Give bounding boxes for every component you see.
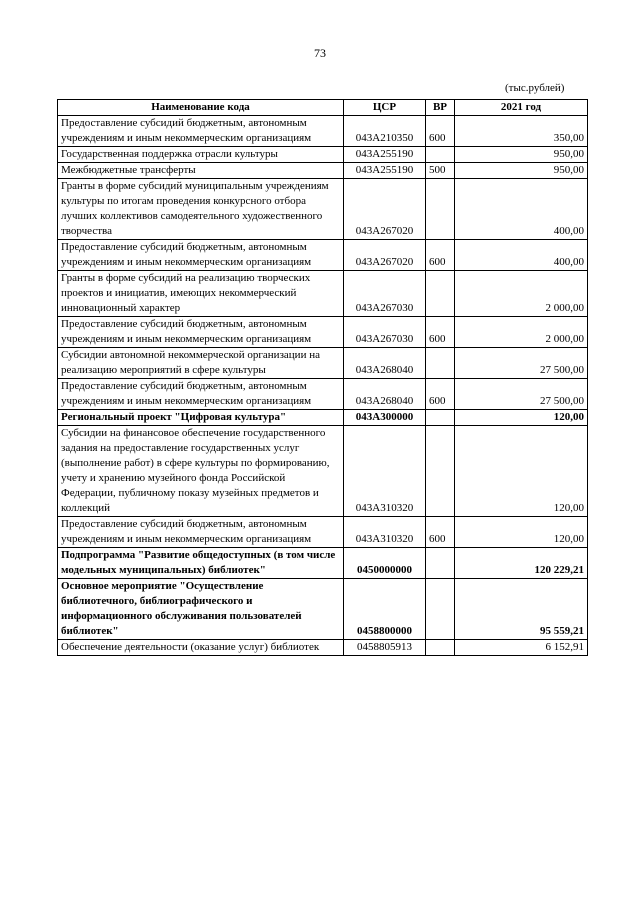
- cell-vr: 600: [426, 517, 455, 548]
- cell-amount: 350,00: [455, 116, 588, 147]
- cell-name: Предоставление субсидий бюджетным, автономным учреждениям и иным некоммерческим организациям: [58, 379, 344, 410]
- cell-amount: 120,00: [455, 426, 588, 517]
- cell-csr: 043А210350: [344, 116, 426, 147]
- cell-vr: [426, 348, 455, 379]
- cell-csr: 043А310320: [344, 426, 426, 517]
- cell-name: Обеспечение деятельности (оказание услуг) библиотек: [58, 640, 344, 656]
- cell-vr: [426, 147, 455, 163]
- cell-name: Субсидии автономной некоммерческой организации на реализацию мероприятий в сфере культуры: [58, 348, 344, 379]
- header-csr: ЦСР: [344, 100, 426, 116]
- cell-amount: 120,00: [455, 410, 588, 426]
- cell-vr: [426, 579, 455, 640]
- table-row: [58, 410, 588, 426]
- table-row: [58, 147, 588, 163]
- cell-name: Основное мероприятие "Осуществление библиотечного, библиографического и информационного обслуживания пользователей библиотек": [58, 579, 344, 640]
- cell-name: Предоставление субсидий бюджетным, автономным учреждениям и иным некоммерческим организациям: [58, 240, 344, 271]
- table-row: [58, 179, 588, 240]
- header-year: 2021 год: [455, 100, 588, 116]
- cell-name: Гранты в форме субсидий на реализацию творческих проектов и инициатив, имеющих некоммерческий инновационный характер: [58, 271, 344, 317]
- header-name: Наименование кода: [58, 100, 344, 116]
- cell-vr: 600: [426, 240, 455, 271]
- cell-vr: [426, 271, 455, 317]
- cell-vr: [426, 426, 455, 517]
- table-row: [58, 163, 588, 179]
- cell-csr: 0458805913: [344, 640, 426, 656]
- cell-csr: 043А267020: [344, 240, 426, 271]
- header-vr: ВР: [426, 100, 455, 116]
- cell-vr: 600: [426, 116, 455, 147]
- table-row: [58, 271, 588, 317]
- cell-name: Межбюджетные трансферты: [58, 163, 344, 179]
- table-row: [58, 348, 588, 379]
- cell-name: Региональный проект "Цифровая культура": [58, 410, 344, 426]
- cell-amount: 27 500,00: [455, 348, 588, 379]
- cell-vr: 600: [426, 317, 455, 348]
- cell-vr: [426, 640, 455, 656]
- table-row: [58, 517, 588, 548]
- table-row: [58, 379, 588, 410]
- cell-name: Гранты в форме субсидий муниципальным учреждениям культуры по итогам проведения конкурсного отбора лучших коллективов самодеятельного художественного творчества: [58, 179, 344, 240]
- cell-amount: 950,00: [455, 147, 588, 163]
- cell-amount: 95 559,21: [455, 579, 588, 640]
- table-row: [58, 548, 588, 579]
- cell-csr: 043А268040: [344, 379, 426, 410]
- cell-amount: 400,00: [455, 240, 588, 271]
- cell-amount: 120 229,21: [455, 548, 588, 579]
- cell-name: Государственная поддержка отрасли культуры: [58, 147, 344, 163]
- cell-name: Предоставление субсидий бюджетным, автономным учреждениям и иным некоммерческим организациям: [58, 517, 344, 548]
- table-row: [58, 640, 588, 656]
- table-row: [58, 426, 588, 517]
- table-row: [58, 579, 588, 640]
- cell-csr: 043А267020: [344, 179, 426, 240]
- cell-name: Подпрограмма "Развитие общедоступных (в том числе модельных муниципальных) библиотек": [58, 548, 344, 579]
- cell-vr: [426, 179, 455, 240]
- cell-csr: 0458800000: [344, 579, 426, 640]
- table-row: [58, 116, 588, 147]
- page-number: 73: [314, 46, 326, 60]
- units-label: (тыс.рублей): [505, 82, 565, 94]
- cell-csr: 043А267030: [344, 271, 426, 317]
- cell-csr: 043А268040: [344, 348, 426, 379]
- table-row: [58, 240, 588, 271]
- cell-csr: 043А255190: [344, 163, 426, 179]
- cell-vr: 600: [426, 379, 455, 410]
- cell-csr: 043А255190: [344, 147, 426, 163]
- cell-amount: 27 500,00: [455, 379, 588, 410]
- cell-amount: 950,00: [455, 163, 588, 179]
- budget-table: [57, 99, 588, 656]
- cell-name: Субсидии на финансовое обеспечение государственного задания на предоставление государственных услуг (выполнение работ) в сфере культуры по формированию, учету и хранению музейного фонда Российской Федерации, публичному показу музейных предметов и коллекций: [58, 426, 344, 517]
- cell-csr: 043А267030: [344, 317, 426, 348]
- cell-csr: 043А310320: [344, 517, 426, 548]
- cell-amount: 120,00: [455, 517, 588, 548]
- cell-vr: [426, 410, 455, 426]
- cell-vr: 500: [426, 163, 455, 179]
- cell-name: Предоставление субсидий бюджетным, автономным учреждениям и иным некоммерческим организациям: [58, 317, 344, 348]
- cell-csr: 0450000000: [344, 548, 426, 579]
- table-row: [58, 317, 588, 348]
- cell-amount: 2 000,00: [455, 317, 588, 348]
- cell-csr: 043А300000: [344, 410, 426, 426]
- cell-vr: [426, 548, 455, 579]
- cell-amount: 400,00: [455, 179, 588, 240]
- cell-amount: 2 000,00: [455, 271, 588, 317]
- table-header-row: [58, 100, 588, 116]
- cell-name: Предоставление субсидий бюджетным, автономным учреждениям и иным некоммерческим организациям: [58, 116, 344, 147]
- cell-amount: 6 152,91: [455, 640, 588, 656]
